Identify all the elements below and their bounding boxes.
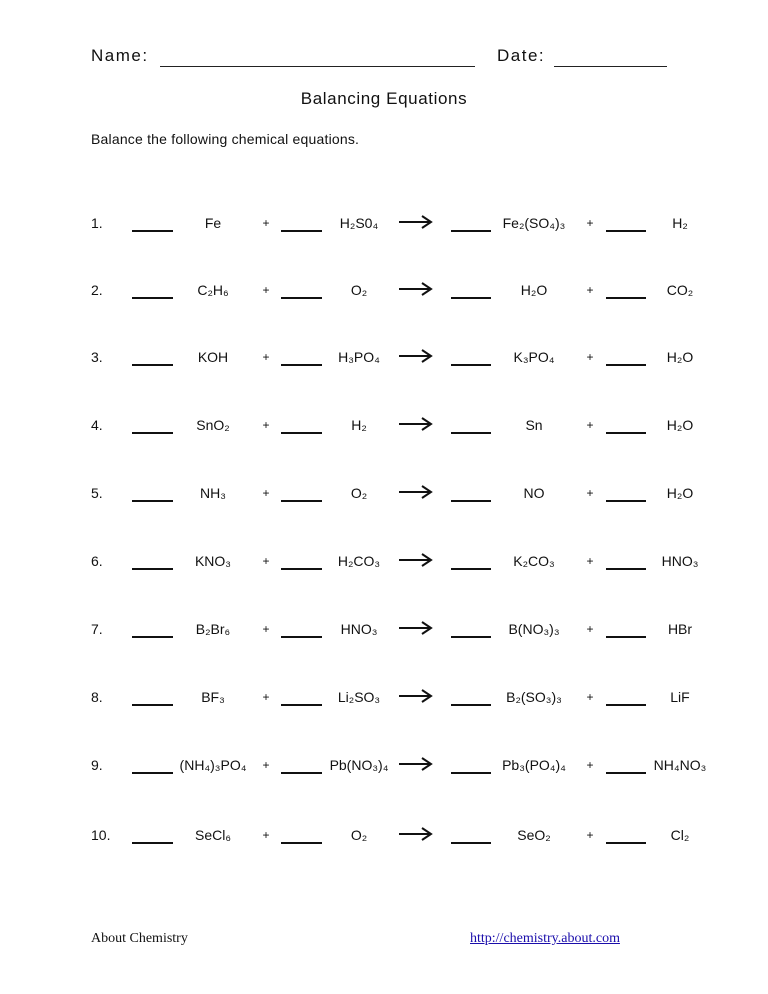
plus-sign: +: [262, 758, 270, 772]
product-2: H₂: [672, 215, 688, 231]
reactant-1: B₂Br₆: [195, 621, 231, 637]
reactant-2: H₂S0₄: [339, 215, 379, 231]
reactant-2: H₂: [351, 417, 367, 433]
plus-sign: +: [262, 283, 270, 297]
equation-number: 1.: [91, 215, 103, 231]
plus-sign: +: [586, 554, 594, 568]
product-2: Cl₂: [670, 827, 690, 843]
coefficient-blank[interactable]: [281, 772, 322, 774]
coefficient-blank[interactable]: [281, 704, 322, 706]
reactant-1: BF₃: [201, 689, 225, 705]
equation-number: 6.: [91, 553, 103, 569]
name-label: Name:: [91, 46, 149, 65]
yields-arrow-icon: [398, 755, 434, 773]
coefficient-blank[interactable]: [451, 364, 491, 366]
product-1: K₃PO₄: [513, 349, 555, 365]
yields-arrow-icon: [398, 825, 434, 843]
reactant-1: (NH₄)₃PO₄: [179, 757, 247, 773]
coefficient-blank[interactable]: [451, 230, 491, 232]
reactant-1: C₂H₆: [197, 282, 229, 298]
coefficient-blank[interactable]: [606, 230, 646, 232]
product-2: H₂O: [666, 349, 694, 365]
reactant-1: NH₃: [200, 485, 226, 501]
equation-row: [0, 344, 768, 370]
coefficient-blank[interactable]: [132, 500, 173, 502]
coefficient-blank[interactable]: [451, 568, 491, 570]
product-1: Fe₂(SO₄)₃: [502, 215, 566, 231]
product-1: Pb₃(PO₄)₄: [502, 757, 566, 773]
equation-number: 2.: [91, 282, 103, 298]
yields-arrow-icon: [398, 483, 434, 501]
coefficient-blank[interactable]: [606, 842, 646, 844]
coefficient-blank[interactable]: [606, 636, 646, 638]
coefficient-blank[interactable]: [132, 772, 173, 774]
coefficient-blank[interactable]: [606, 704, 646, 706]
equation-row: [0, 480, 768, 506]
coefficient-blank[interactable]: [606, 500, 646, 502]
equation-number: 7.: [91, 621, 103, 637]
reactant-1: SnO₂: [196, 417, 230, 433]
product-1: H₂O: [520, 282, 548, 298]
date-field[interactable]: [554, 66, 667, 67]
yields-arrow-icon: [398, 213, 434, 231]
coefficient-blank[interactable]: [606, 772, 646, 774]
equation-number: 5.: [91, 485, 103, 501]
plus-sign: +: [586, 216, 594, 230]
equation-row: [0, 616, 768, 642]
equation-number: 10.: [91, 827, 111, 843]
reactant-1: Fe: [204, 215, 222, 231]
footer-link[interactable]: http://chemistry.about.com: [470, 931, 620, 946]
name-field[interactable]: [160, 66, 475, 67]
equation-number: 3.: [91, 349, 103, 365]
coefficient-blank[interactable]: [281, 842, 322, 844]
equation-row: [0, 684, 768, 710]
plus-sign: +: [262, 554, 270, 568]
reactant-2: Li₂SO₃: [337, 689, 381, 705]
coefficient-blank[interactable]: [606, 432, 646, 434]
coefficient-blank[interactable]: [451, 842, 491, 844]
plus-sign: +: [262, 350, 270, 364]
plus-sign: +: [586, 486, 594, 500]
coefficient-blank[interactable]: [132, 230, 173, 232]
plus-sign: +: [586, 758, 594, 772]
coefficient-blank[interactable]: [451, 432, 491, 434]
equation-row: [0, 752, 768, 778]
page-title: Balancing Equations: [300, 89, 468, 108]
plus-sign: +: [586, 418, 594, 432]
product-1: NO: [523, 485, 545, 501]
coefficient-blank[interactable]: [451, 500, 491, 502]
coefficient-blank[interactable]: [281, 568, 322, 570]
plus-sign: +: [586, 828, 594, 842]
equation-row: [0, 548, 768, 574]
product-2: NH₄NO₃: [653, 757, 707, 773]
plus-sign: +: [586, 622, 594, 636]
product-1: B₂(SO₃)₃: [506, 689, 562, 705]
yields-arrow-icon: [398, 619, 434, 637]
coefficient-blank[interactable]: [451, 772, 491, 774]
coefficient-blank[interactable]: [281, 230, 322, 232]
plus-sign: +: [262, 418, 270, 432]
coefficient-blank[interactable]: [606, 297, 646, 299]
coefficient-blank[interactable]: [132, 704, 173, 706]
equation-number: 9.: [91, 757, 103, 773]
product-1: Sn: [525, 417, 543, 433]
plus-sign: +: [586, 690, 594, 704]
product-2: HNO₃: [661, 553, 699, 569]
equation-number: 4.: [91, 417, 103, 433]
reactant-2: H₃PO₄: [338, 349, 380, 365]
product-2: H₂O: [666, 417, 694, 433]
product-1: K₂CO₃: [513, 553, 555, 569]
coefficient-blank[interactable]: [451, 297, 491, 299]
reactant-1: KOH: [197, 349, 229, 365]
coefficient-blank[interactable]: [132, 297, 173, 299]
plus-sign: +: [586, 350, 594, 364]
reactant-2: H₂CO₃: [337, 553, 381, 569]
reactant-2: HNO₃: [340, 621, 378, 637]
coefficient-blank[interactable]: [281, 500, 322, 502]
coefficient-blank[interactable]: [281, 297, 322, 299]
coefficient-blank[interactable]: [132, 432, 173, 434]
equation-row: [0, 822, 768, 848]
coefficient-blank[interactable]: [281, 636, 322, 638]
yields-arrow-icon: [398, 415, 434, 433]
instructions: Balance the following chemical equations.: [91, 131, 360, 147]
yields-arrow-icon: [398, 280, 434, 298]
product-2: H₂O: [666, 485, 694, 501]
reactant-1: KNO₃: [194, 553, 232, 569]
coefficient-blank[interactable]: [606, 364, 646, 366]
plus-sign: +: [262, 622, 270, 636]
reactant-1: SeCl₆: [195, 827, 231, 843]
plus-sign: +: [586, 283, 594, 297]
product-1: B(NO₃)₃: [508, 621, 560, 637]
coefficient-blank[interactable]: [281, 432, 322, 434]
yields-arrow-icon: [398, 551, 434, 569]
coefficient-blank[interactable]: [451, 636, 491, 638]
coefficient-blank[interactable]: [451, 704, 491, 706]
product-2: LiF: [670, 689, 690, 705]
equation-number: 8.: [91, 689, 103, 705]
coefficient-blank[interactable]: [132, 636, 173, 638]
equation-row: [0, 412, 768, 438]
reactant-2: O₂: [350, 485, 368, 501]
product-1: SeO₂: [517, 827, 551, 843]
plus-sign: +: [262, 828, 270, 842]
product-2: CO₂: [666, 282, 694, 298]
reactant-2: O₂: [350, 282, 368, 298]
plus-sign: +: [262, 216, 270, 230]
date-label: Date:: [497, 46, 546, 65]
plus-sign: +: [262, 486, 270, 500]
plus-sign: +: [262, 690, 270, 704]
yields-arrow-icon: [398, 687, 434, 705]
product-2: HBr: [667, 621, 693, 637]
footer-source: About Chemistry: [91, 931, 188, 946]
equation-row: [0, 210, 768, 236]
coefficient-blank[interactable]: [132, 568, 173, 570]
coefficient-blank[interactable]: [606, 568, 646, 570]
coefficient-blank[interactable]: [132, 364, 173, 366]
coefficient-blank[interactable]: [281, 364, 322, 366]
reactant-2: Pb(NO₃)₄: [329, 757, 389, 773]
equation-row: [0, 277, 768, 303]
reactant-2: O₂: [350, 827, 368, 843]
coefficient-blank[interactable]: [132, 842, 173, 844]
yields-arrow-icon: [398, 347, 434, 365]
